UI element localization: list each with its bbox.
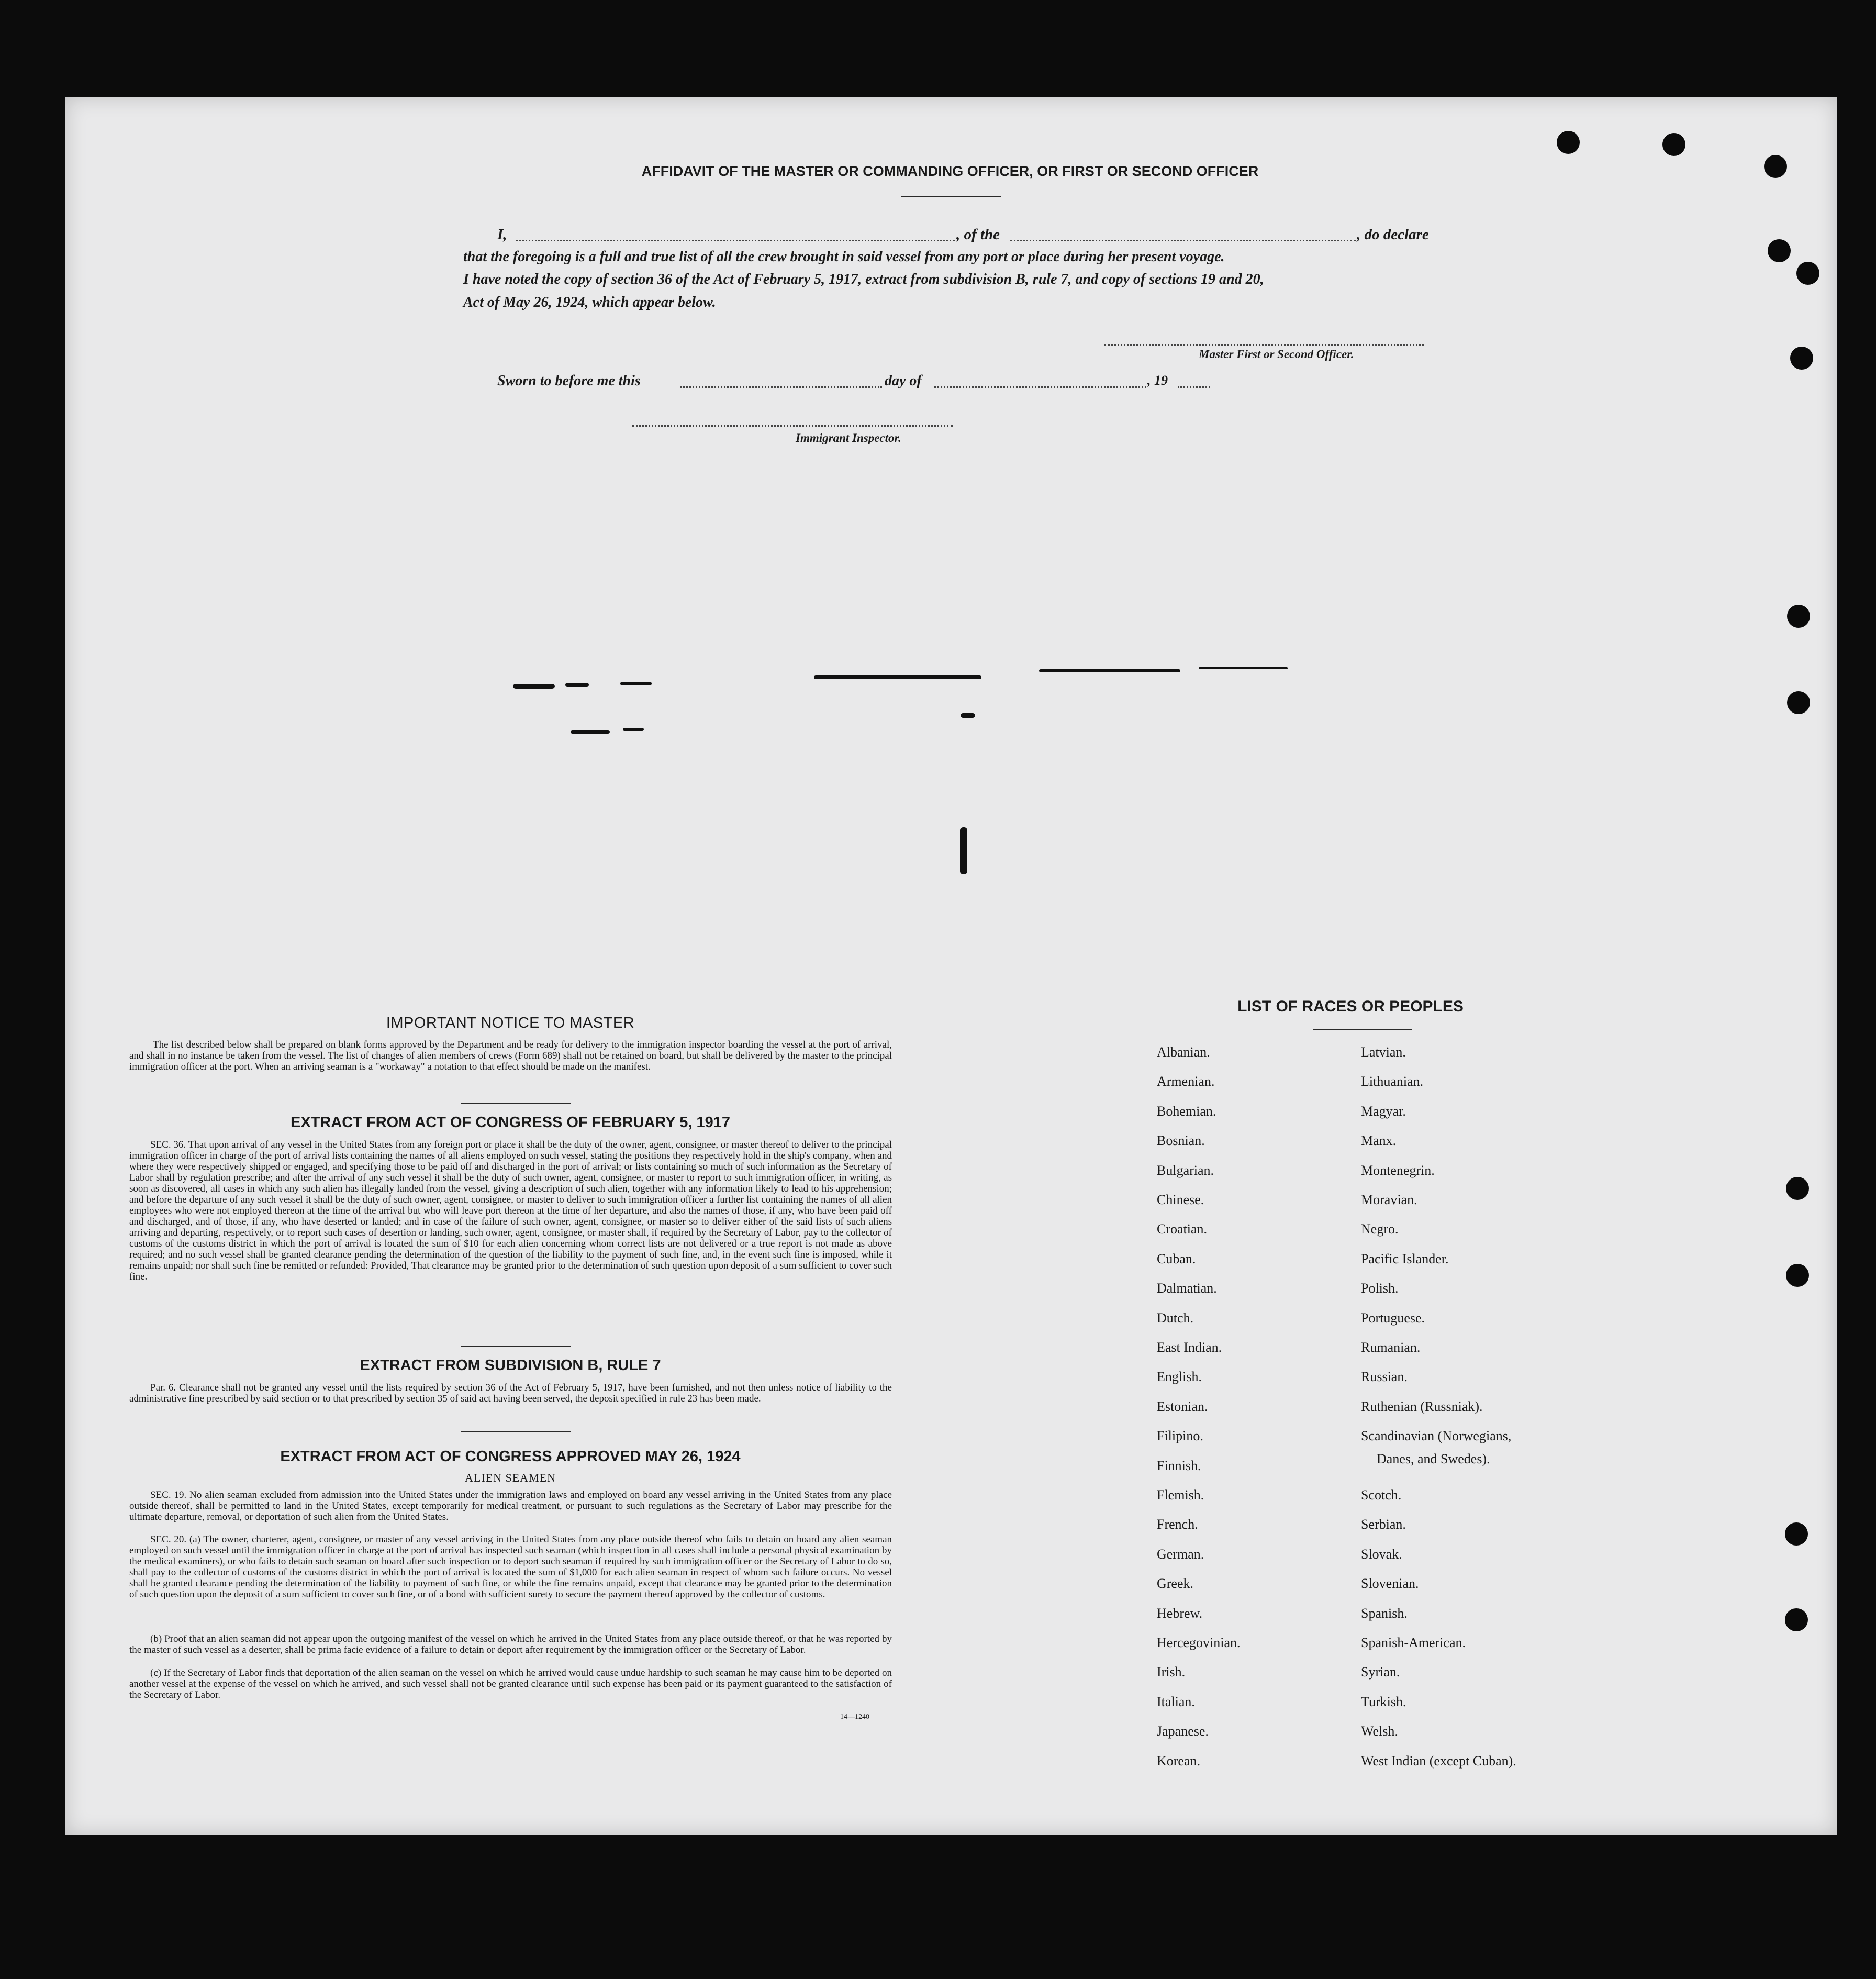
vessel-field[interactable] (1010, 240, 1356, 241)
affidavit-declare: , do declare (1357, 226, 1429, 243)
day-of-label: day of (885, 373, 922, 389)
divider (901, 196, 1001, 197)
ink-smudge (1199, 667, 1288, 669)
divider (461, 1431, 571, 1432)
race-item: Estonian. (1157, 1399, 1208, 1414)
race-item: Dalmatian. (1157, 1281, 1217, 1296)
race-item-continuation: Danes, and Swedes). (1377, 1451, 1490, 1466)
race-item: Flemish. (1157, 1487, 1204, 1503)
race-item: Hercegovinian. (1157, 1635, 1241, 1650)
notice-text: The list described below shall be prepared on blank forms approved by the Department and be ready for delivery to the immigration inspector boarding the vessel at the port of arrival, and shall in no instance be taken from the vessel. The list of changes of alien members of crews (Form 689) shall not be retained on board, but shall be delivered by the master to the principal immigration officer at the port. When an arriving seaman is a "workaway" a notation to that effect should be made on the manifest. (129, 1039, 892, 1072)
sec19-text: SEC. 19. No alien seaman excluded from admission into the United States under the immigration laws and employed on board any vessel arriving in the United States from any place outside thereof, shall be permitted to land in the United States, except temporarily for medical treatment, or pursuant to such regulations as the Secretary of Labor may prescribe for the ultimate departure, removal, or deportation of such alien from the United States. (129, 1489, 892, 1522)
sec20b-text: (b) Proof that an alien seaman did not appear upon the outgoing manifest of the vessel on which he arrived in the United States from any place outside thereof, or that he was reported by the master of such vessel as a deserter, shall be prima facie evidence of a failure to detain or deport after requirement by the immigration officer or the Secretary of Labor. (129, 1633, 892, 1655)
race-item: Filipino. (1157, 1428, 1203, 1443)
inspector-signature-field[interactable] (632, 425, 953, 427)
punch-hole (1786, 1177, 1809, 1200)
extract-1917-title: EXTRACT FROM ACT OF CONGRESS OF FEBRUARY 5, 1917 (290, 1114, 731, 1131)
race-item: Negro. (1361, 1221, 1399, 1237)
sworn-month-field[interactable] (934, 386, 1146, 388)
punch-hole (1557, 131, 1580, 154)
master-label: Master First or Second Officer. (1199, 348, 1354, 361)
sec20a-text: SEC. 20. (a) The owner, charterer, agent, consignee, or master of any vessel arriving in the United States from any place outside thereof who fails to detain on board any alien seaman employed on such vessel until the immigration officer in charge at the port of arrival has inspected such seaman (which inspection in all cases shall include a personal physical examination by the medical examiners), or who fails to detain such seaman on board after such inspection or to deport such seaman if required by such immigration officer or the Secretary of Labor to do so, shall pay to the collector of customs of the customs district in which the port of arrival is located the sum of $1,000 for each alien seaman in respect of whom such failure occurs. No vessel shall be granted clearance pending the determination of the liability to payment of such fine, or while the fine remains unpaid, except that clearance may be granted prior to the determination of such question upon the deposit of a sum sufficient to cover such fine, or of a bond with sufficient surety to secure the payment thereof approved by the collector of customs. (129, 1534, 892, 1600)
race-item: Ruthenian (Russniak). (1361, 1399, 1483, 1414)
race-item: Russian. (1361, 1369, 1408, 1384)
race-item: French. (1157, 1517, 1198, 1532)
race-item: Cuban. (1157, 1251, 1196, 1266)
race-item: Lithuanian. (1361, 1074, 1424, 1089)
race-item: Latvian. (1361, 1044, 1406, 1060)
ink-smudge (571, 730, 610, 734)
race-item: Dutch. (1157, 1310, 1194, 1326)
extract-rule7-title: EXTRACT FROM SUBDIVISION B, RULE 7 (360, 1357, 661, 1374)
ink-smudge (814, 675, 981, 679)
race-item: Finnish. (1157, 1458, 1201, 1473)
race-item: Portuguese. (1361, 1310, 1425, 1326)
sworn-day-field[interactable] (680, 386, 882, 388)
affidavit-line: that the foregoing is a full and true list of all the crew brought in said vessel from any port or place during her present voyage. (463, 249, 1225, 265)
punch-hole (1662, 133, 1685, 156)
ink-smudge (565, 683, 589, 687)
affidavit-of-the: , of the (956, 226, 1000, 243)
race-item: Magyar. (1361, 1104, 1406, 1119)
race-item: Hebrew. (1157, 1606, 1203, 1621)
divider (1313, 1029, 1412, 1030)
punch-hole (1785, 1522, 1808, 1546)
race-item: Greek. (1157, 1576, 1194, 1591)
extract-1924-subtitle: ALIEN SEAMEN (465, 1471, 556, 1484)
race-item: Irish. (1157, 1664, 1186, 1680)
divider (461, 1346, 571, 1347)
race-item: Japanese. (1157, 1724, 1209, 1739)
ink-smudge (623, 728, 644, 731)
sworn-label: Sworn to before me this (497, 373, 641, 389)
punch-hole (1764, 155, 1787, 178)
punch-hole (1768, 239, 1791, 262)
race-item: Croatian. (1157, 1221, 1208, 1237)
extract-rule7-text: Par. 6. Clearance shall not be granted any vessel until the lists required by section 36 of the Act of February 5, 1917, have been furnished, and not then unless notice of liability to the administrative fine prescribed by said section or to that prescribed by section 35 of said act having been served, the deposit specified in rule 23 has been made. (129, 1382, 892, 1404)
ink-smudge (513, 684, 555, 689)
affidavit-line: Act of May 26, 1924, which appear below. (463, 294, 716, 310)
punch-hole (1796, 262, 1819, 285)
punch-hole (1787, 691, 1810, 714)
affidavit-title: AFFIDAVIT OF THE MASTER OR COMMANDING OFFICER, OR FIRST OR SECOND OFFICER (641, 163, 1259, 179)
affidavit-line: I have noted the copy of section 36 of the Act of February 5, 1917, extract from subdivision B, rule 7, and copy of sections 19 and 20, (463, 271, 1264, 287)
divider (461, 1103, 571, 1104)
race-item: Spanish. (1361, 1606, 1408, 1621)
race-item: Scotch. (1361, 1487, 1402, 1503)
race-item: Spanish-American. (1361, 1635, 1466, 1650)
race-item: Serbian. (1361, 1517, 1406, 1532)
race-item: Bosnian. (1157, 1133, 1205, 1148)
race-item: German. (1157, 1547, 1204, 1562)
race-item: Italian. (1157, 1694, 1195, 1709)
ink-smudge (960, 827, 967, 874)
extract-1917-text: SEC. 36. That upon arrival of any vessel in the United States from any foreign port or place it shall be the duty of the owner, agent, consignee, or master thereof to deliver to the principal immigration officer in charge of the port of arrival lists containing the names of all aliens employed on such vessel, stating the positions they respectively hold in the ship's company, when and where they were respectively shipped or engaged, and specifying those to be paid off and discharged in the port of arrival; or lists containing so much of such information as the Secretary of Labor shall by regulation prescribe; and after the arrival of any such vessel it shall be the duty of such owner, agent, consignee, or master to report to such immigration officer, in writing, as soon as discovered, all cases in which any such alien has illegally landed from the vessel, giving a description of such alien, together with any information likely to lead to his apprehension; and before the departure of any such vessel it shall be the duty of such owner, agent, consignee, or master to deliver to such immigration officer a further list containing the names of all alien employees who were not employed thereon at the time of the arrival but who will leave port thereon at the time of her departure, and also the names of those, if any, who have been paid off and discharged, and of those, if any, who have deserted or landed; and in case of the failure of such owner, agent, consignee, or master so to deliver either of the said lists of such aliens arriving and departing, respectively, or to report such cases of desertion or landing, such owner, agent, consignee, or master shall, if required by the Secretary of Labor, pay to the collector of customs of the customs district in which the port of arrival is located the sum of $10 for each alien concerning whom correct lists are not delivered or a true report is not made as above required; and no such vessel shall be granted clearance pending the determination of the question of the liability to the payment of such fine, and, in the event such fine is imposed, while it remains unpaid; nor shall such fine be remitted or refunded: Provided, That clearance may be granted prior to the determination of such question upon deposit of a sum sufficient to cover such fine. (129, 1139, 892, 1282)
punch-hole (1787, 605, 1810, 628)
race-item: Manx. (1361, 1133, 1397, 1148)
race-item: Turkish. (1361, 1694, 1406, 1709)
notice-title: IMPORTANT NOTICE TO MASTER (386, 1015, 635, 1031)
race-item: Korean. (1157, 1753, 1201, 1769)
race-item: Pacific Islander. (1361, 1251, 1449, 1266)
sworn-year-field[interactable] (1178, 386, 1210, 388)
inspector-label: Immigrant Inspector. (796, 431, 901, 444)
extract-1924-title: EXTRACT FROM ACT OF CONGRESS APPROVED MAY 26, 1924 (280, 1448, 741, 1465)
punch-hole (1786, 1264, 1809, 1287)
race-item: Welsh. (1361, 1724, 1398, 1739)
race-item: Armenian. (1157, 1074, 1215, 1089)
master-signature-field[interactable] (1104, 344, 1424, 346)
race-item: Slovak. (1361, 1547, 1402, 1562)
race-item: Rumanian. (1361, 1340, 1421, 1355)
race-item: Scandinavian (Norwegians, (1361, 1428, 1512, 1443)
race-item: Polish. (1361, 1281, 1399, 1296)
race-item: Bohemian. (1157, 1104, 1216, 1119)
race-item: Slovenian. (1361, 1576, 1419, 1591)
races-title: LIST OF RACES OR PEOPLES (1237, 998, 1464, 1015)
race-item: Bulgarian. (1157, 1163, 1214, 1178)
name-field[interactable] (516, 240, 955, 241)
ink-smudge (1039, 669, 1180, 672)
form-number: 14—1240 (840, 1713, 869, 1721)
ink-smudge (620, 682, 652, 685)
race-item: Syrian. (1361, 1664, 1400, 1680)
sec20c-text: (c) If the Secretary of Labor finds that deportation of the alien seaman on the vessel on which he arrived would cause undue hardship to such seaman he may cause him to be deported on another vessel at the expense of the vessel on which he arrived, and such vessel shall not be granted clearance until such expense has been paid or its payment guaranteed to the satisfaction of the Secretary of Labor. (129, 1667, 892, 1700)
affidavit-i: I, (497, 226, 507, 243)
race-item: West Indian (except Cuban). (1361, 1753, 1516, 1769)
punch-hole (1785, 1608, 1808, 1631)
punch-hole (1790, 347, 1813, 370)
race-item: Chinese. (1157, 1192, 1204, 1207)
race-item: Moravian. (1361, 1192, 1417, 1207)
race-item: Montenegrin. (1361, 1163, 1435, 1178)
race-item: Albanian. (1157, 1044, 1210, 1060)
ink-smudge (961, 713, 975, 718)
race-item: English. (1157, 1369, 1202, 1384)
year-label: , 19 (1147, 373, 1168, 388)
race-item: East Indian. (1157, 1340, 1222, 1355)
